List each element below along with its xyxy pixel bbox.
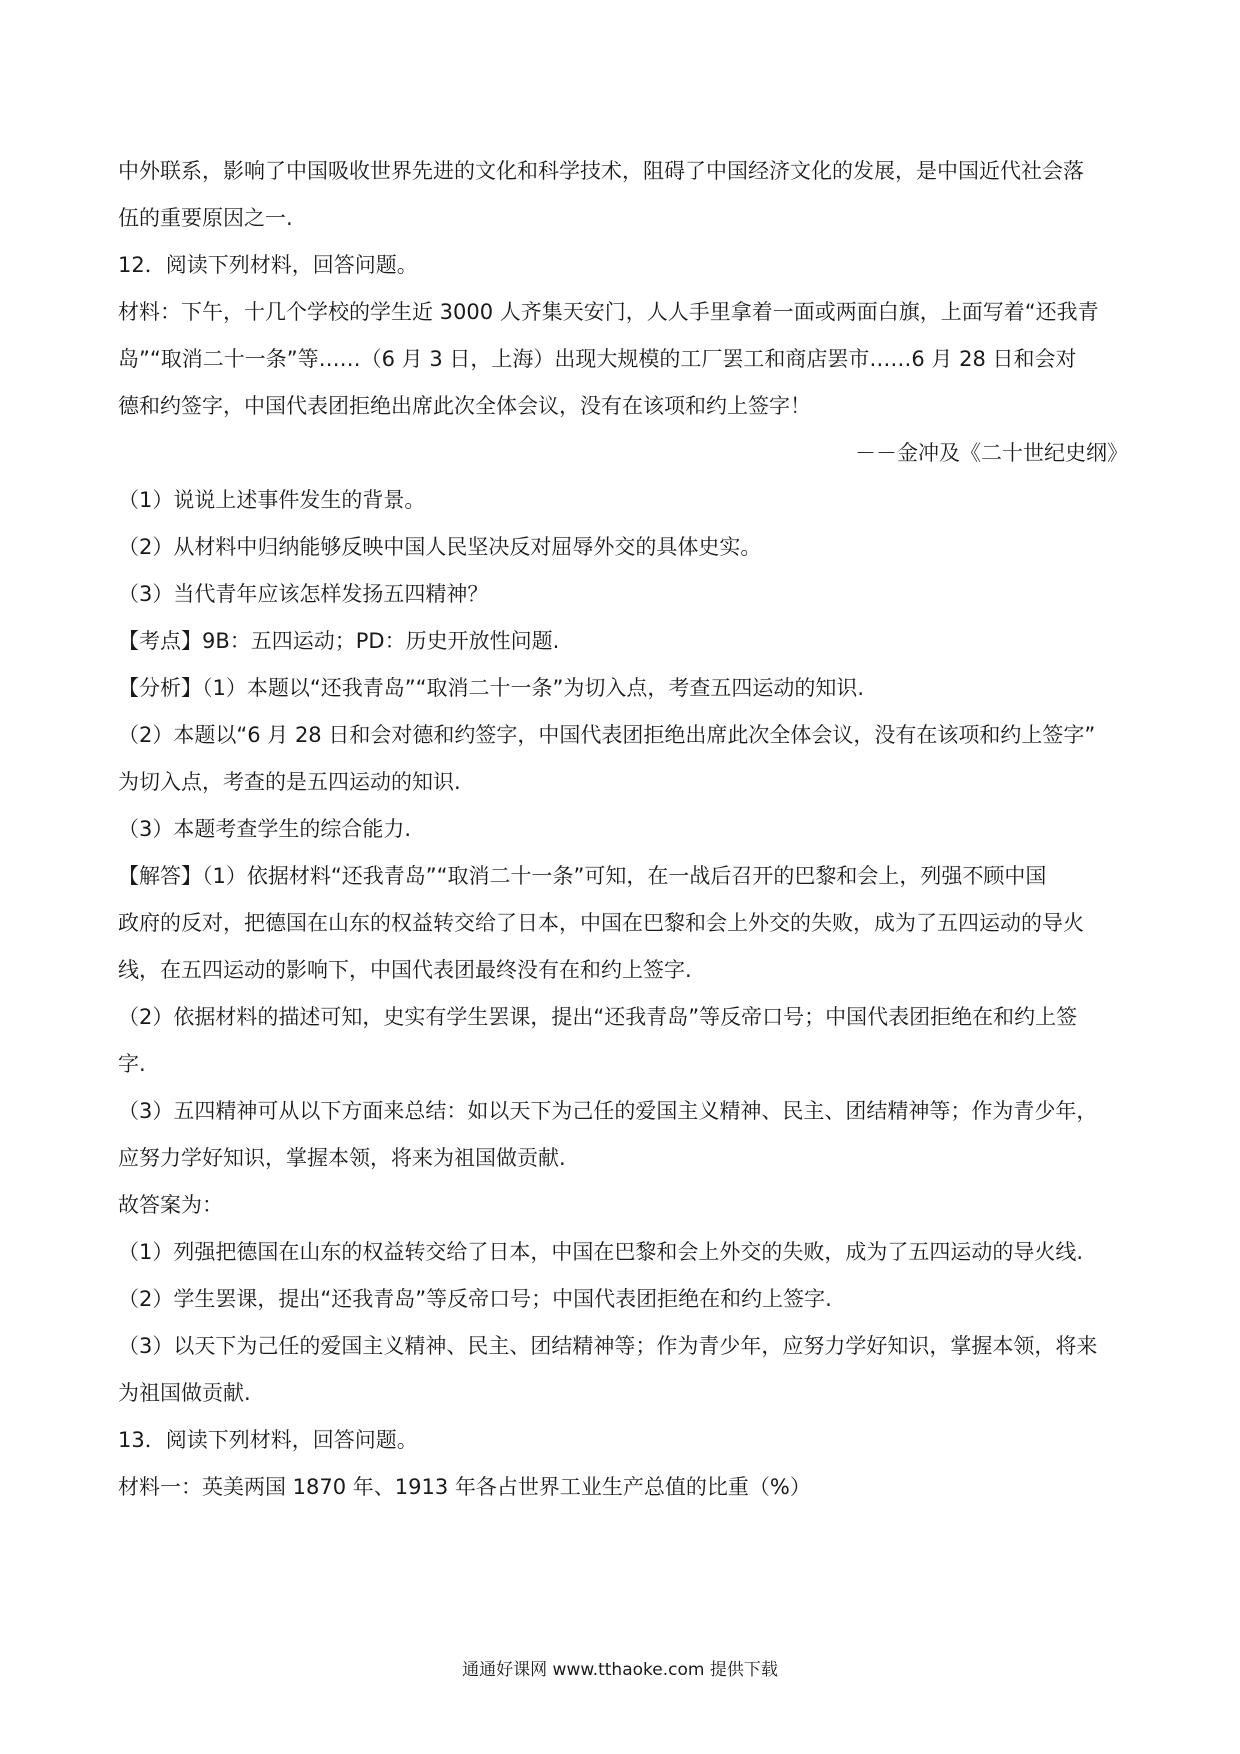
material-text: 材料：下午，十几个学校的学生近 3000 人齐集天安门，人人手里拿着一面或两面白旗，上面写着“还我青 (118, 300, 1099, 324)
answer-text: （3）五四精神可从以下方面来总结：如以天下为己任的爱国主义精神、民主、团结精神等；作为青少年， (118, 1099, 1098, 1123)
final-answer-item: （2）学生罢课，提出“还我青岛”等反帝口号；中国代表团拒绝在和约上签字. (118, 1287, 832, 1311)
final-answer-heading: 故答案为： (118, 1193, 223, 1217)
question-item: （3）当代青年应该怎样发扬五四精神？ (118, 582, 489, 606)
key-points: 【考点】9B：五四运动；PD：历史开放性问题. (118, 629, 560, 653)
final-answer-item: （1）列强把德国在山东的权益转交给了日本，中国在巴黎和会上外交的失败，成为了五四运动的导火线. (118, 1240, 1084, 1264)
page-footer: 通通好课网 www.tthaoke.com 提供下载 (462, 1660, 778, 1680)
answer-text: （2）依据材料的描述可知，史实有学生罢课，提出“还我青岛”等反帝口号；中国代表团拒绝在和约上签 (118, 1005, 1078, 1029)
document-body (118, 148, 1128, 1511)
text-line: 伍的重要原因之一. (118, 206, 293, 230)
analysis-text: 为切入点，考查的是五四运动的知识. (118, 770, 461, 794)
material-source: －－金冲及《二十世纪史纲》 (855, 441, 1128, 465)
question-item: （1）说说上述事件发生的背景。 (118, 488, 426, 512)
answer-text: 应努力学好知识，掌握本领，将来为祖国做贡献. (118, 1146, 566, 1170)
question-item: （2）从材料中归纳能够反映中国人民坚决反对屈辱外交的具体史实。 (118, 535, 762, 559)
material-one-text: 材料一：英美两国 1870 年、1913 年各占世界工业生产总值的比重（%） (118, 1475, 811, 1499)
analysis-text: （2）本题以“6 月 28 日和会对德和约签字，中国代表团拒绝出席此次全体会议，没有在该项和约上签字” (118, 723, 1096, 747)
material-text: 德和约签字，中国代表团拒绝出席此次全体会议，没有在该项和约上签字！ (118, 394, 811, 418)
question-12-heading: 12．阅读下列材料，回答问题。 (118, 253, 418, 277)
text-line: 中外联系，影响了中国吸收世界先进的文化和科学技术，阻碍了中国经济文化的发展，是中国近代社会落 (118, 159, 1084, 183)
answer-text: 政府的反对，把德国在山东的权益转交给了日本，中国在巴黎和会上外交的失败，成为了五四运动的导火 (118, 911, 1084, 935)
final-answer-item: （3）以天下为己任的爱国主义精神、民主、团结精神等；作为青少年，应努力学好知识，掌握本领，将来 (118, 1334, 1098, 1358)
answer-text: 线，在五四运动的影响下，中国代表团最终没有在和约上签字. (118, 958, 692, 982)
answer-text: 字. (118, 1052, 146, 1076)
final-answer-item: 为祖国做贡献. (118, 1381, 251, 1405)
analysis-text: （3）本题考查学生的综合能力. (118, 817, 412, 841)
question-13-heading: 13．阅读下列材料，回答问题。 (118, 1428, 418, 1452)
material-text: 岛”“取消二十一条”等……（6 月 3 日，上海）出现大规模的工厂罢工和商店罢市……6 月 28 日和会对 (118, 347, 1077, 371)
answer-text: 【解答】（1）依据材料“还我青岛”“取消二十一条”可知，在一战后召开的巴黎和会上，列强不顾中国 (118, 864, 1047, 888)
analysis-text: 【分析】（1）本题以“还我青岛”“取消二十一条”为切入点，考查五四运动的知识. (118, 676, 865, 700)
